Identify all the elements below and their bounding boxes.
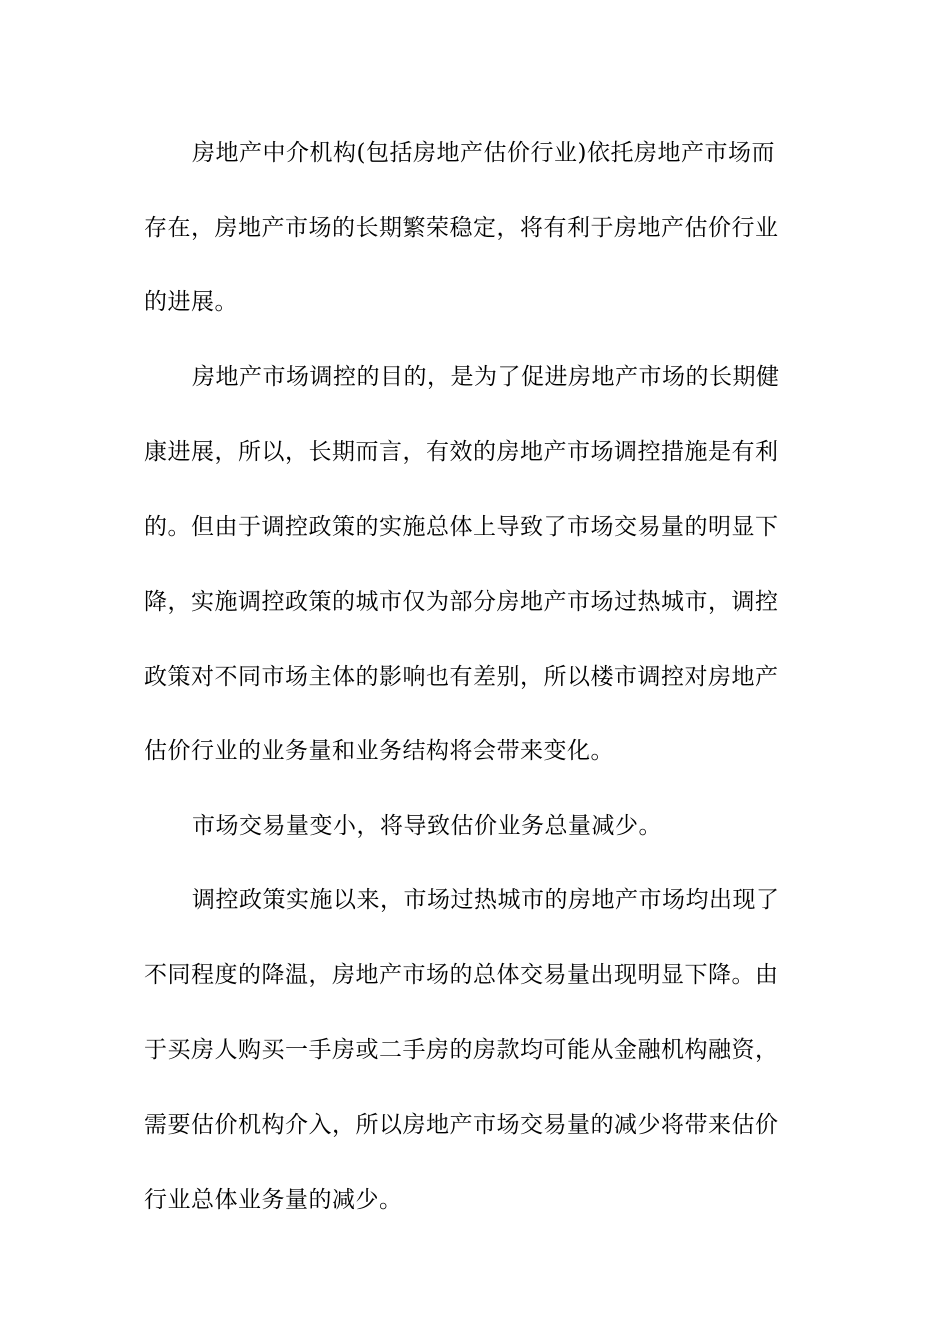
paragraph-2-line-6: 估价行业的业务量和业务结构将会带来变化。 <box>144 738 614 764</box>
paragraph-2-line-4: 降，实施调控政策的城市仅为部分房地产市场过热城市，调控 <box>144 589 779 615</box>
paragraph-2-line-3: 的。但由于调控政策的实施总体上导致了市场交易量的明显下 <box>144 514 779 540</box>
paragraph-4-line-2: 不同程度的降温，房地产市场的总体交易量出现明显下降。由 <box>144 962 779 988</box>
paragraph-2-line-1: 房地产市场调控的目的，是为了促进房地产市场的长期健 <box>192 364 780 390</box>
paragraph-4-line-1: 调控政策实施以来，市场过热城市的房地产市场均出现了 <box>192 887 780 913</box>
paragraph-4-line-4: 需要估价机构介入，所以房地产市场交易量的减少将带来估价 <box>144 1112 779 1138</box>
paragraph-2-line-2: 康进展，所以，长期而言，有效的房地产市场调控措施是有利 <box>144 439 779 465</box>
paragraph-2-line-5: 政策对不同市场主体的影响也有差别，所以楼市调控对房地产 <box>144 664 779 690</box>
paragraph-3-line-1: 市场交易量变小，将导致估价业务总量减少。 <box>192 813 662 839</box>
paragraph-1-line-3: 的进展。 <box>144 289 238 315</box>
paragraph-4-line-3: 于买房人购买一手房或二手房的房款均可能从金融机构融资， <box>144 1037 779 1063</box>
paragraph-1-line-2: 存在，房地产市场的长期繁荣稳定，将有利于房地产估价行业 <box>144 215 779 241</box>
paragraph-4-line-5: 行业总体业务量的减少。 <box>144 1187 403 1213</box>
paragraph-1-line-1: 房地产中介机构(包括房地产估价行业)依托房地产市场而 <box>192 140 775 166</box>
